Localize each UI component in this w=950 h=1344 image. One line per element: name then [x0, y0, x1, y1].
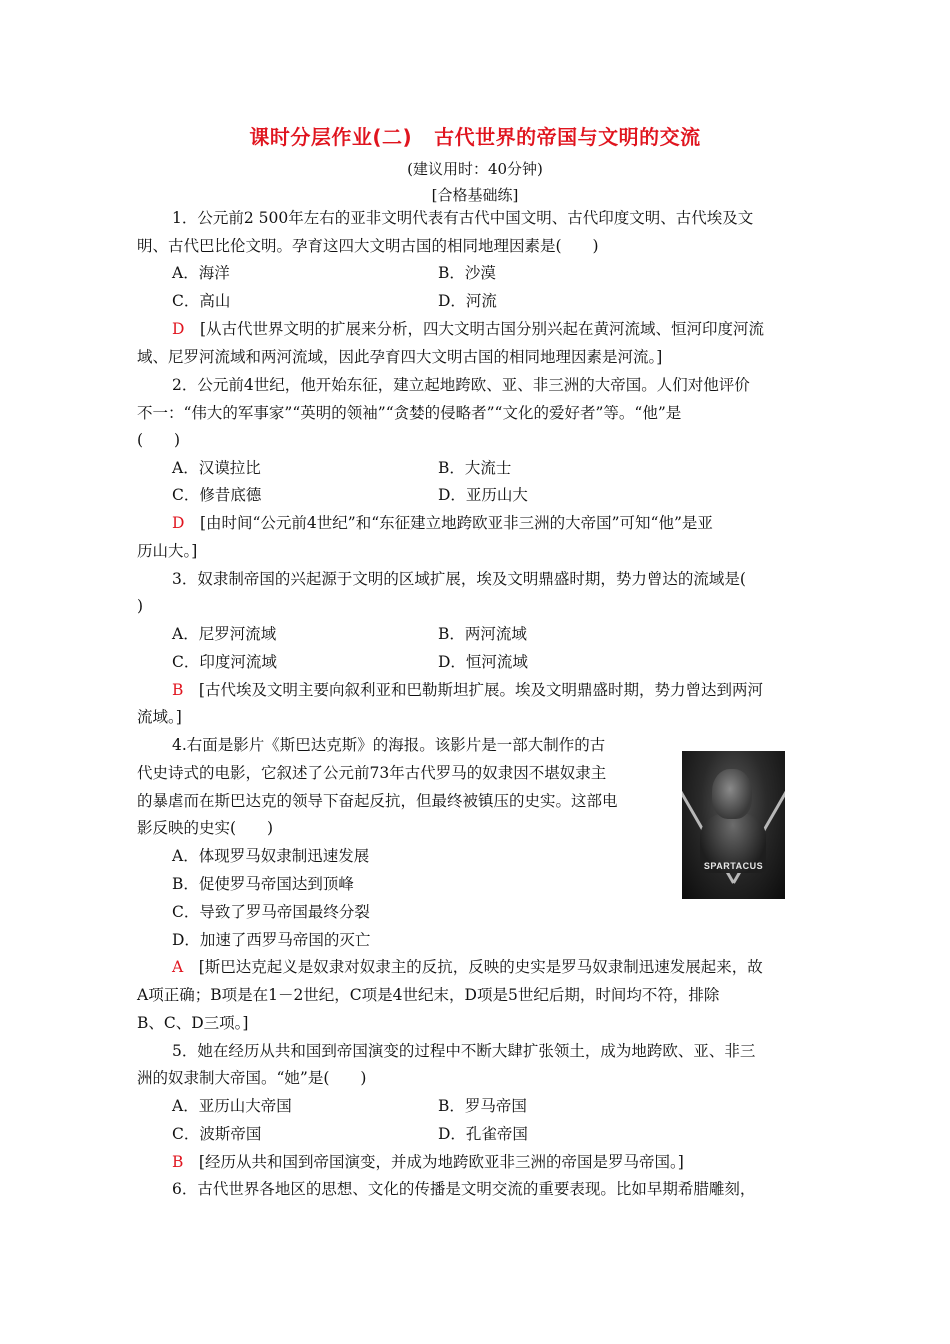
q3-answer: B — [172, 681, 184, 699]
q2-stem-line-1: 2．公元前4世纪，他开始东征，建立起地跨欧、亚、非三洲的大帝国。人们对他评价 — [172, 376, 750, 394]
q6-stem-line-1: 6．古代世界各地区的思想、文化的传播是文明交流的重要表现。比如早期希腊雕刻， — [172, 1180, 756, 1198]
q2-stem-line-3: ( ) — [137, 431, 181, 449]
spartacus-poster-image — [682, 751, 785, 899]
suggested-time: (建议用时：40分钟) — [407, 160, 543, 178]
q4-answer: A — [172, 958, 184, 976]
q3-explanation-text-1: [古代埃及文明主要向叙利亚和巴勒斯坦扩展。埃及文明鼎盛时期，势力曾达到两河 — [198, 681, 763, 699]
q5-explanation-line-1 — [172, 1152, 684, 1172]
q1-stem-line-2: 明、古代巴比伦文明。孕育这四大文明古国的相同地理因素是( ) — [137, 237, 599, 255]
q4-stem-line-1: 4.右面是影片《斯巴达克斯》的海报。该影片是一部大制作的古 — [172, 736, 606, 754]
poster-figure-face — [712, 769, 752, 819]
q5-stem-line-1: 5．她在经历从共和国到帝国演变的过程中不断大肆扩张领土，成为地跨欧、亚、非三 — [172, 1042, 756, 1060]
q1-option-c: C．高山 — [172, 292, 231, 310]
q2-explanation-line-1 — [172, 513, 713, 533]
q1-option-b: B．沙漠 — [438, 264, 496, 282]
q4-stem-line-3: 的暴虐而在斯巴达克的领导下奋起反抗，但最终被镇压的史实。这部电 — [137, 792, 618, 810]
q4-option-d: D．加速了西罗马帝国的灭亡 — [172, 931, 371, 949]
q3-explanation-line-1 — [172, 680, 763, 700]
q3-stem-line-1: 3．奴隶制帝国的兴起源于文明的区域扩展，埃及文明鼎盛时期，势力曾达的流域是( — [172, 570, 746, 588]
q4-explanation-line-2: A项正确；B项是在1－2世纪，C项是4世纪末，D项是5世纪后期，时间均不符，排除 — [137, 986, 720, 1004]
q3-stem-line-2: ) — [137, 597, 144, 615]
q4-explanation-line-3: B、C、D三项。] — [137, 1014, 249, 1032]
q4-option-b: B．促使罗马帝国达到顶峰 — [172, 875, 354, 893]
q5-stem-line-2: 洲的奴隶制大帝国。“她”是( ) — [137, 1069, 367, 1087]
q5-option-c: C．波斯帝国 — [172, 1125, 262, 1143]
q4-explanation-text-1: [斯巴达克起义是奴隶对奴隶主的反抗，反映的史实是罗马奴隶制迅速发展起来，故 — [198, 958, 763, 976]
q3-option-c: C．印度河流域 — [172, 653, 277, 671]
q3-explanation-line-2: 流域。] — [137, 708, 182, 726]
q4-option-a: A．体现罗马奴隶制迅速发展 — [172, 847, 370, 865]
q2-option-c: C．修昔底德 — [172, 486, 262, 504]
q2-answer: D — [172, 514, 185, 532]
q5-option-a: A．亚历山大帝国 — [172, 1097, 292, 1115]
q1-explanation-line-1 — [172, 319, 764, 339]
q4-option-c: C．导致了罗马帝国最终分裂 — [172, 903, 370, 921]
q5-answer: B — [172, 1153, 184, 1171]
q1-stem-line-1: 1．公元前2 500年左右的亚非文明代表有古代中国文明、古代印度文明、古代埃及文 — [172, 209, 754, 227]
q1-explanation-line-2: 域、尼罗河流域和两河流域，因此孕育四大文明古国的相同地理因素是河流。] — [137, 348, 663, 366]
q1-option-a: A．海洋 — [172, 264, 230, 282]
q2-option-d: D．亚历山大 — [438, 486, 528, 504]
q1-option-d: D．河流 — [438, 292, 497, 310]
page-title — [0, 121, 950, 150]
q1-answer: D — [172, 320, 185, 338]
poster-title: SPARTACUS — [703, 861, 764, 871]
q5-option-d: D．孔雀帝国 — [438, 1125, 528, 1143]
title-part-2: 古代世界的帝国与文明的交流 — [434, 125, 701, 149]
q3-option-a: A．尼罗河流域 — [172, 625, 277, 643]
q2-stem-line-2: 不一：“伟大的军事家”“英明的领袖”“贪婪的侵略者”“文化的爱好者”等。“他”是 — [137, 404, 682, 422]
q4-stem-line-4: 影反映的史实( ) — [137, 819, 274, 837]
q5-explanation-text-1: [经历从共和国到帝国演变，并成为地跨欧亚非三洲的帝国是罗马帝国。] — [198, 1153, 684, 1171]
q2-option-b: B．大流士 — [438, 459, 512, 477]
q2-explanation-text-1: [由时间“公元前4世纪”和“东征建立地跨欧亚非三洲的大帝国”可知“他”是亚 — [199, 514, 713, 532]
q3-option-d: D．恒河流域 — [438, 653, 528, 671]
q2-option-a: A．汉谟拉比 — [172, 459, 261, 477]
q4-explanation-line-1 — [172, 957, 763, 977]
q5-option-b: B．罗马帝国 — [438, 1097, 527, 1115]
section-heading: [合格基础练] — [431, 186, 519, 204]
q1-explanation-text-1: [从古代世界文明的扩展来分析，四大文明古国分别兴起在黄河流域、恒河印度河流 — [199, 320, 765, 338]
q2-explanation-line-2: 历山大。] — [137, 542, 198, 560]
title-part-1: 课时分层作业(二) — [249, 125, 413, 149]
q3-option-b: B．两河流域 — [438, 625, 527, 643]
q4-stem-line-2: 代史诗式的电影，它叙述了公元前73年古代罗马的奴隶因不堪奴隶主 — [137, 764, 607, 782]
